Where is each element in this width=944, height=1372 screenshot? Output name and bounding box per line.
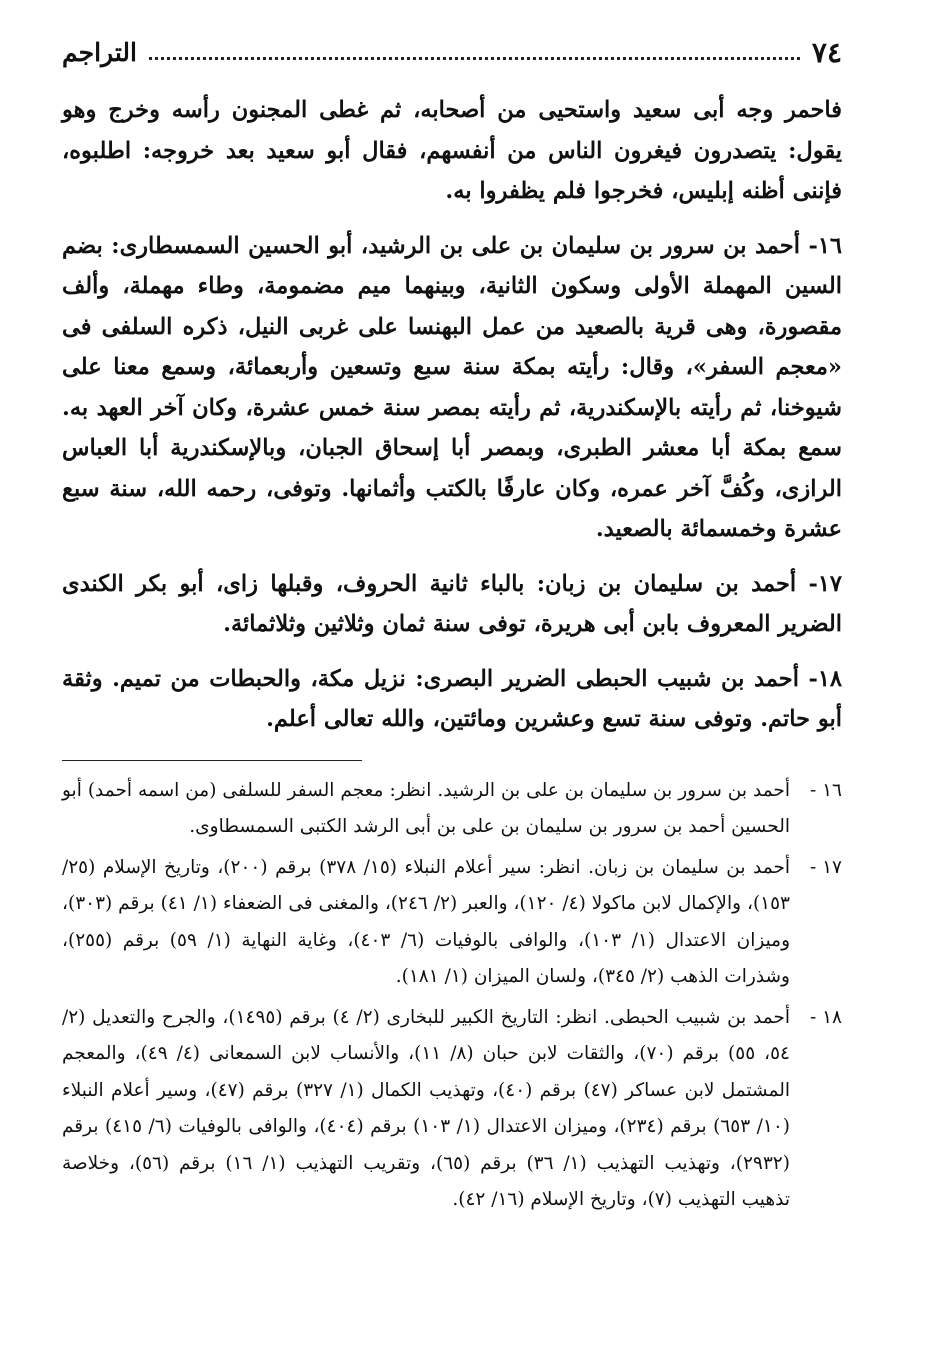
entry-text: أحمد بن سرور بن سليمان بن على بن الرشيد، أبو الحسين السمسطارى: بضم السين المهملة الأولى وسكون الثانية، وبينهما ميم مضمومة، وطاء مهملة، وألف مقصورة، وهى قرية بالصعيد من عمل البهنسا على غربى النيل، ذكره السلفى فى «معجم السفر»، وقال: رأيته بمكة سنة سبع وتسعين وأربعمائة، وسمع معنا على شيوخنا، ثم رأيته بالإسكندرية، ثم رأيته بمصر سنة خمس عشرة، وكان آخر العهد به. سمع بمكة أبا معشر الطبرى، وبمصر أبا إسحاق الجبان، وبالإسكندرية أبا العباس الرازى، وكُفَّ آخر عمره، وكان عارفًا بالكتب وأثمانها. وتوفى، رحمه الله، سنة سبع عشرة وخمسمائة بالصعيد. (62, 232, 842, 542)
footnote-number: ١٧ - (809, 856, 842, 878)
footnote-text: أحمد بن سليمان بن زبان. انظر: سير أعلام النبلاء (١٥/ ٣٧٨) برقم (٢٠٠)، وتاريخ الإسلام (٢٥/ ١٥٣)، والإكمال لابن ماكولا (٤/ ١٢٠)، والعبر (٢/ ٢٤٦)، والمغنى فى الضعفاء (١/ ٤١) برقم (٣٠٣)، وميزان الاعتدال (١/ ١٠٣)، والوافى بالوفيات (٦/ ٤٠٣)، وغاية النهاية (١/ ٥٩) برقم (٢٥٥)، وشذرات الذهب (٢/ ٣٤٥)، ولسان الميزان (١/ ١٨١). (62, 856, 790, 987)
header-dotted-leader (149, 57, 800, 60)
main-text (62, 90, 842, 740)
footnote-number: ١٦ - (809, 779, 842, 801)
footnote-17 (62, 850, 842, 996)
running-title: التراجم (62, 37, 137, 67)
footnote-number: ١٨ - (809, 1006, 842, 1028)
footnote-16 (62, 773, 842, 846)
entry-text: أحمد بن سليمان بن زبان: بالباء ثانية الحروف، وقبلها زاى، أبو بكر الكندى الضرير المعروف بابن أبى هريرة، توفى سنة ثمان وثلاثين وثلاثمائة. (62, 570, 842, 637)
entry-17 (62, 564, 842, 645)
entry-number: ١٧- (808, 570, 842, 597)
page-header (62, 30, 842, 74)
footnote-text: أحمد بن شبيب الحبطى. انظر: التاريخ الكبير للبخارى (٢/ ٤) برقم (١٤٩٥)، والجرح والتعديل (٢/ ٥٤، ٥٥) برقم (٧٠)، والثقات لابن حبان (٨/ ١١)، والأنساب لابن السمعانى (٤/ ٤٩)، والمعجم المشتمل لابن عساكر (٤٧) برقم (٤٠)، وتهذيب الكمال (١/ ٣٢٧) برقم (٤٧)، وسير أعلام النبلاء (١٠/ ٦٥٣) برقم (٢٣٤)، وميزان الاعتدال (١/ ١٠٣) برقم (٤٠٤)، والوافى بالوفيات (٦/ ٤١٥) برقم (٢٩٣٢)، وتهذيب التهذيب (١/ ٣٦) برقم (٦٥)، وتقريب التهذيب (١/ ١٦) برقم (٥٦)، وخلاصة تذهيب التهذيب (٧)، وتاريخ الإسلام (١٦/ ٤٢). (62, 1006, 791, 1210)
page-number: ٧٤ (811, 35, 842, 69)
entry-18 (62, 659, 842, 740)
intro-paragraph: فاحمر وجه أبى سعيد واستحيى من أصحابه، ثم غطى المجنون رأسه وخرج وهو يقول: يتصدرون فيغرون الناس من أنفسهم، فقال أبو سعيد بعد خروجه: اطلبوه، فإننى أظنه إبليس، فخرجوا فلم يظفروا به. (62, 97, 842, 204)
book-page (62, 30, 842, 1340)
entry-text: أحمد بن شبيب الحبطى الضرير البصرى: نزيل مكة، والحبطات من تميم. وثقة أبو حاتم. وتوفى سنة تسع وعشرين ومائتين، والله تعالى أعلم. (62, 665, 842, 732)
entry-16 (62, 226, 842, 550)
entry-number: ١٨- (808, 665, 842, 692)
entry-number: ١٦- (808, 232, 843, 259)
footnote-text: أحمد بن سرور بن سليمان بن على بن الرشيد. انظر: معجم السفر للسلفى (من اسمه أحمد) أبو الحسين أحمد بن سرور بن سليمان بن على بن أبى الرشد الكتبى السمسطاوى. (62, 779, 790, 837)
footnotes (62, 773, 842, 1219)
footnote-separator (62, 760, 362, 761)
footnote-18 (62, 1000, 842, 1219)
